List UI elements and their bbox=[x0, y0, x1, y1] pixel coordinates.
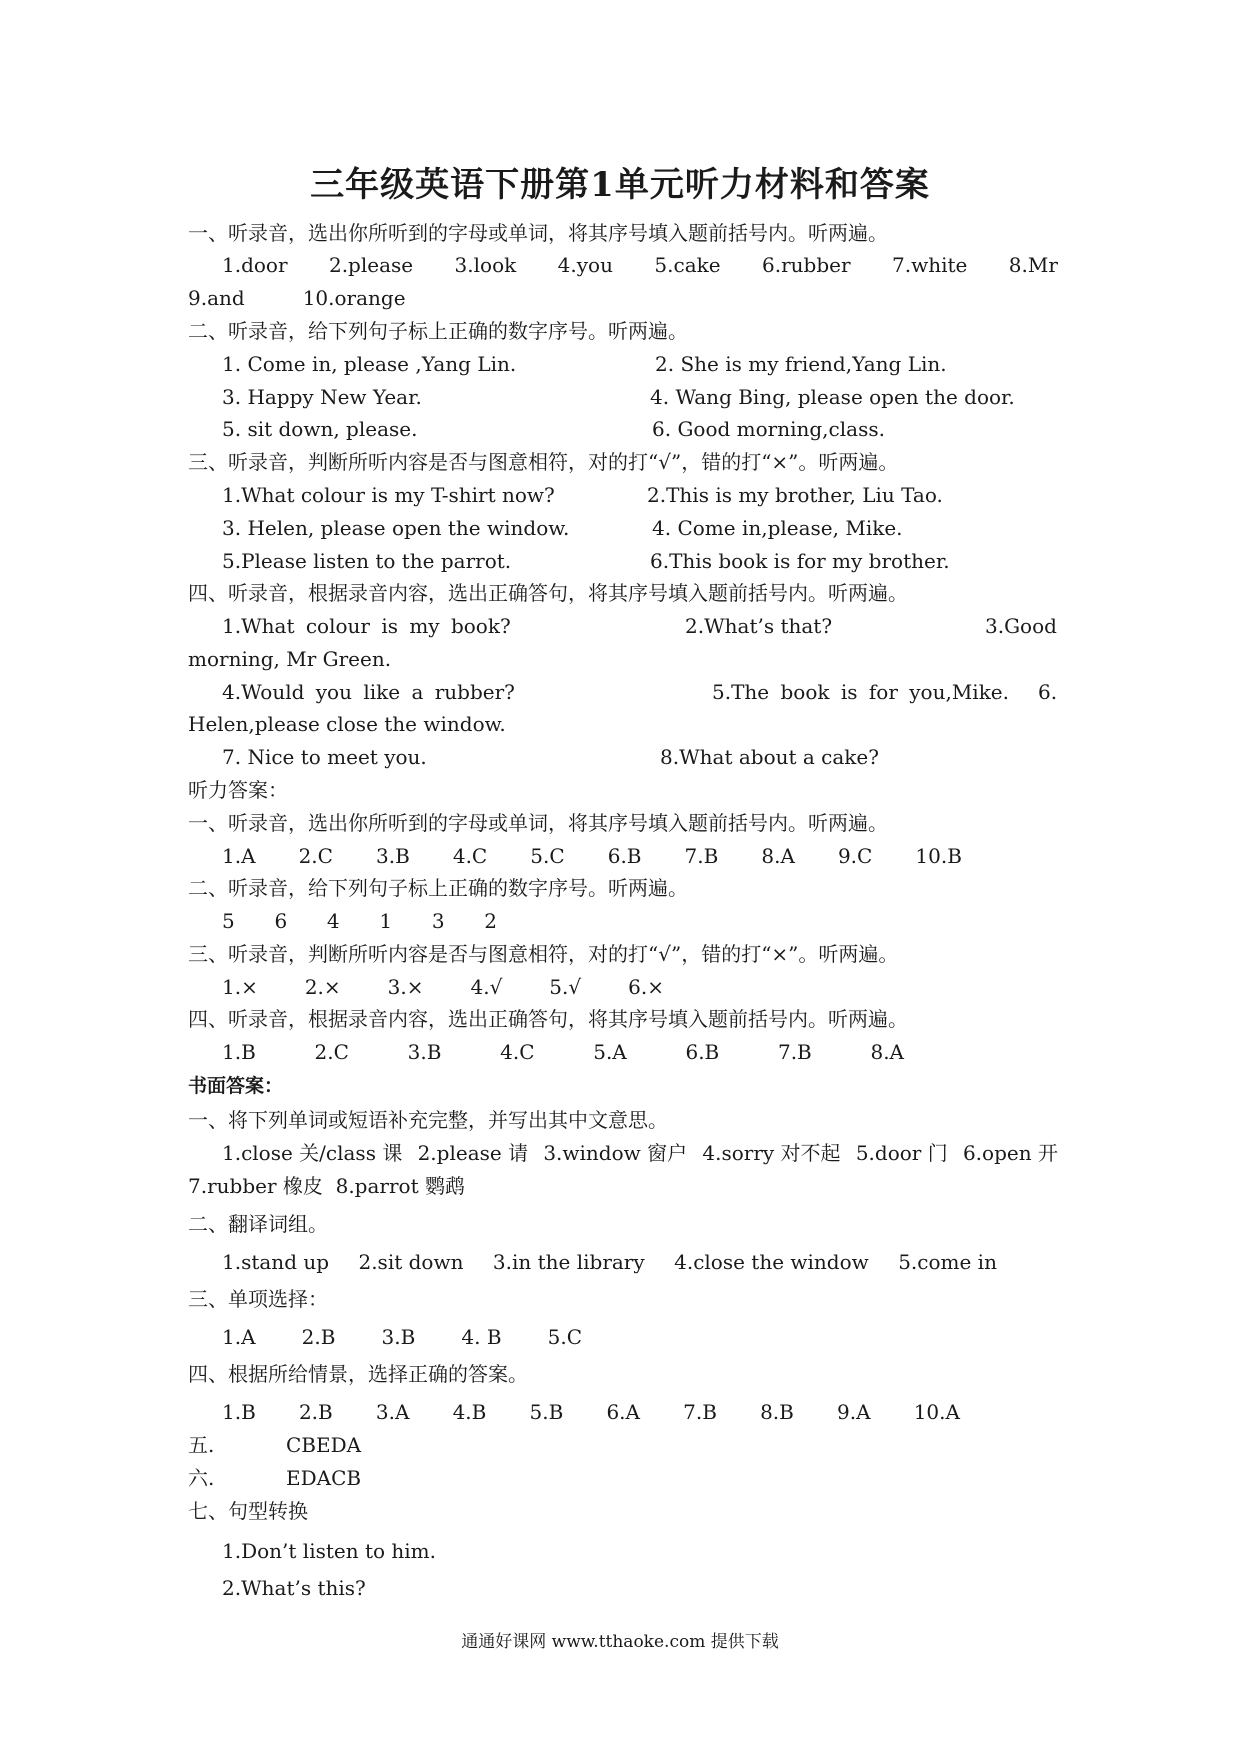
answer-item: 6.B bbox=[607, 844, 642, 868]
written-s6-label: 六. bbox=[188, 1466, 215, 1490]
list-item: 10.orange bbox=[302, 286, 406, 310]
answer-item: 5.come in bbox=[898, 1250, 997, 1274]
answer-item: 3.window 窗户 bbox=[543, 1141, 688, 1165]
list-item: 2.please bbox=[328, 253, 414, 277]
list-item: 5.The book is for you,Mike. bbox=[712, 680, 1010, 704]
answer-item: 2.× bbox=[304, 975, 341, 999]
answer-item: 7.B bbox=[777, 1040, 812, 1064]
written-s1-cont: 7.rubber 橡皮 8.parrot 鹦鹉 bbox=[188, 1174, 465, 1198]
answer-item: 2.please 请 bbox=[417, 1141, 529, 1165]
answer-item: 6.B bbox=[685, 1040, 720, 1064]
answer-item: 10.B bbox=[915, 844, 962, 868]
answer-item: 1.Don’t listen to him. bbox=[222, 1539, 436, 1563]
answer-item: 6 bbox=[274, 909, 288, 933]
list-item: 4.Would you like a rubber? bbox=[222, 680, 515, 704]
list-item: 1. Come in, please ,Yang Lin. bbox=[222, 352, 517, 376]
answer-item: 4. B bbox=[461, 1325, 502, 1349]
listening-s1-items bbox=[222, 252, 1058, 278]
list-item: 4. Come in,please, Mike. bbox=[652, 516, 903, 540]
answers-s3-items bbox=[222, 974, 664, 1000]
list-item: 6.rubber bbox=[762, 253, 851, 277]
answers-heading: 听力答案： bbox=[188, 778, 288, 802]
answer-item: 4.C bbox=[500, 1040, 535, 1064]
listening-s2-heading: 二、听录音，给下列句子标上正确的数字序号。听两遍。 bbox=[188, 319, 688, 343]
list-item: 3.Good bbox=[985, 614, 1057, 638]
list-item: 5.Please listen to the parrot. bbox=[222, 549, 512, 573]
answer-item: 1.stand up bbox=[222, 1250, 330, 1274]
list-item: 1.What colour is my book? bbox=[222, 614, 511, 638]
list-item-cont: Helen,please close the window. bbox=[188, 712, 506, 736]
answer-item: 3.in the library bbox=[492, 1250, 645, 1274]
answer-item: 2.What’s this? bbox=[222, 1576, 366, 1600]
answer-item: 8.B bbox=[760, 1400, 794, 1424]
list-item: 8.What about a cake? bbox=[660, 745, 879, 769]
answer-item: 9.C bbox=[837, 844, 873, 868]
answer-item: 3.B bbox=[381, 1325, 416, 1349]
answer-item: 8.A bbox=[761, 844, 795, 868]
answers-s3-heading: 三、听录音，判断所听内容是否与图意相符，对的打“√”，错的打“×”。听两遍。 bbox=[188, 942, 899, 966]
answer-item: 10.A bbox=[913, 1400, 960, 1424]
list-item: 3. Happy New Year. bbox=[222, 385, 422, 409]
answers-s1-items bbox=[222, 843, 962, 869]
listening-s4-heading: 四、听录音，根据录音内容，选出正确答句，将其序号填入题前括号内。听两遍。 bbox=[188, 581, 908, 605]
answer-item: 1.B bbox=[222, 1400, 256, 1424]
list-item: 1.What colour is my T-shirt now? bbox=[222, 483, 555, 507]
written-s6-value: EDACB bbox=[286, 1466, 362, 1490]
answer-item: 6.× bbox=[628, 975, 664, 999]
list-item: 7. Nice to meet you. bbox=[222, 745, 427, 769]
answers-s1-heading: 一、听录音，选出你所听到的字母或单词，将其序号填入题前括号内。听两遍。 bbox=[188, 811, 888, 835]
answer-item: 1.× bbox=[222, 975, 258, 999]
answer-item: 3 bbox=[431, 909, 445, 933]
answer-item: 3.B bbox=[407, 1040, 442, 1064]
list-item: 6. bbox=[1038, 680, 1058, 704]
answer-item: 4.C bbox=[452, 844, 488, 868]
list-item: 4.you bbox=[557, 253, 613, 277]
answer-item: 5.door 门 bbox=[855, 1141, 948, 1165]
list-item: 6.This book is for my brother. bbox=[650, 549, 950, 573]
answer-item: 2 bbox=[484, 909, 497, 933]
answer-item: 1 bbox=[379, 909, 393, 933]
answer-item: 4.sorry 对不起 bbox=[702, 1141, 841, 1165]
answer-item: 5 bbox=[222, 909, 235, 933]
listening-s1-items-cont bbox=[188, 285, 1058, 311]
answer-item: 1.B bbox=[222, 1040, 256, 1064]
list-item: 5.cake bbox=[654, 253, 721, 277]
list-item-cont: morning, Mr Green. bbox=[188, 647, 392, 671]
listening-s1-heading: 一、听录音，选出你所听到的字母或单词，将其序号填入题前括号内。听两遍。 bbox=[188, 221, 888, 245]
answer-item: 9.A bbox=[837, 1400, 871, 1424]
written-s5-value: CBEDA bbox=[286, 1433, 362, 1457]
answer-item: 1.close 关/class 课 bbox=[222, 1141, 403, 1165]
written-s3-items bbox=[222, 1324, 582, 1350]
list-item: 7.white bbox=[892, 253, 968, 277]
list-item: 3.look bbox=[454, 253, 517, 277]
answer-item: 5.B bbox=[529, 1400, 564, 1424]
listening-s3-heading: 三、听录音，判断所听内容是否与图意相符，对的打“√”，错的打“×”。听两遍。 bbox=[188, 450, 899, 474]
answers-s2-items bbox=[222, 908, 497, 934]
answer-item: 4.B bbox=[452, 1400, 487, 1424]
answer-item: 4.√ bbox=[470, 975, 503, 999]
answers-s2-heading: 二、听录音，给下列句子标上正确的数字序号。听两遍。 bbox=[188, 876, 688, 900]
answer-item: 2.sit down bbox=[358, 1250, 464, 1274]
answer-item: 6.open 开 bbox=[962, 1141, 1058, 1165]
answers-s4-items bbox=[222, 1039, 904, 1065]
written-s1-items bbox=[222, 1140, 1058, 1166]
answer-item: 8.A bbox=[870, 1040, 904, 1064]
written-s7-heading: 七、句型转换 bbox=[188, 1499, 308, 1523]
written-s4-items bbox=[222, 1399, 960, 1425]
written-s1-heading: 一、将下列单词或短语补充完整，并写出其中文意思。 bbox=[188, 1108, 668, 1132]
list-item: 9.and bbox=[188, 286, 245, 310]
answer-item: 2.C bbox=[314, 1040, 349, 1064]
answer-item: 2.B bbox=[301, 1325, 336, 1349]
written-s5-label: 五. bbox=[188, 1433, 215, 1457]
written-s3-heading: 三、单项选择： bbox=[188, 1287, 328, 1311]
written-s4-heading: 四、根据所给情景，选择正确的答案。 bbox=[188, 1362, 528, 1386]
answer-item: 7.B bbox=[683, 1400, 717, 1424]
answer-item: 3.B bbox=[376, 844, 410, 868]
answer-item: 1.A bbox=[222, 1325, 256, 1349]
answer-item: 3.A bbox=[375, 1400, 410, 1424]
answer-item: 4.close the window bbox=[674, 1250, 869, 1274]
page-title: 三年级英语下册第1单元听力材料和答案 bbox=[310, 165, 930, 205]
answer-item: 7.B bbox=[684, 844, 719, 868]
list-item: 2.This is my brother, Liu Tao. bbox=[647, 483, 943, 507]
answer-item: 1.A bbox=[222, 844, 256, 868]
answers-s4-heading: 四、听录音，根据录音内容，选出正确答句，将其序号填入题前括号内。听两遍。 bbox=[188, 1007, 908, 1031]
answer-item: 3.× bbox=[387, 975, 424, 999]
answer-item: 2.B bbox=[298, 1400, 333, 1424]
written-s2-items bbox=[222, 1249, 997, 1275]
answer-item: 2.C bbox=[298, 844, 333, 868]
answer-item: 6.A bbox=[606, 1400, 640, 1424]
page-footer: 通通好课网 www.tthaoke.com 提供下载 bbox=[461, 1632, 779, 1652]
list-item: 1.door bbox=[222, 253, 288, 277]
written-heading: 书面答案： bbox=[188, 1075, 284, 1097]
list-item: 2. She is my friend,Yang Lin. bbox=[655, 352, 947, 376]
answer-item: 5.A bbox=[593, 1040, 627, 1064]
answer-item: 5.C bbox=[530, 844, 565, 868]
list-item: 3. Helen, please open the window. bbox=[222, 516, 570, 540]
list-item: 6. Good morning,class. bbox=[652, 417, 885, 441]
written-s2-heading: 二、翻译词组。 bbox=[188, 1212, 328, 1236]
answer-item: 5.√ bbox=[549, 975, 582, 999]
answer-item: 4 bbox=[326, 909, 340, 933]
answer-item: 5.C bbox=[547, 1325, 582, 1349]
list-item: 4. Wang Bing, please open the door. bbox=[650, 385, 1015, 409]
list-item: 8.Mr bbox=[1008, 253, 1058, 277]
list-item: 2.What’s that? bbox=[685, 614, 833, 638]
list-item: 5. sit down, please. bbox=[222, 417, 418, 441]
